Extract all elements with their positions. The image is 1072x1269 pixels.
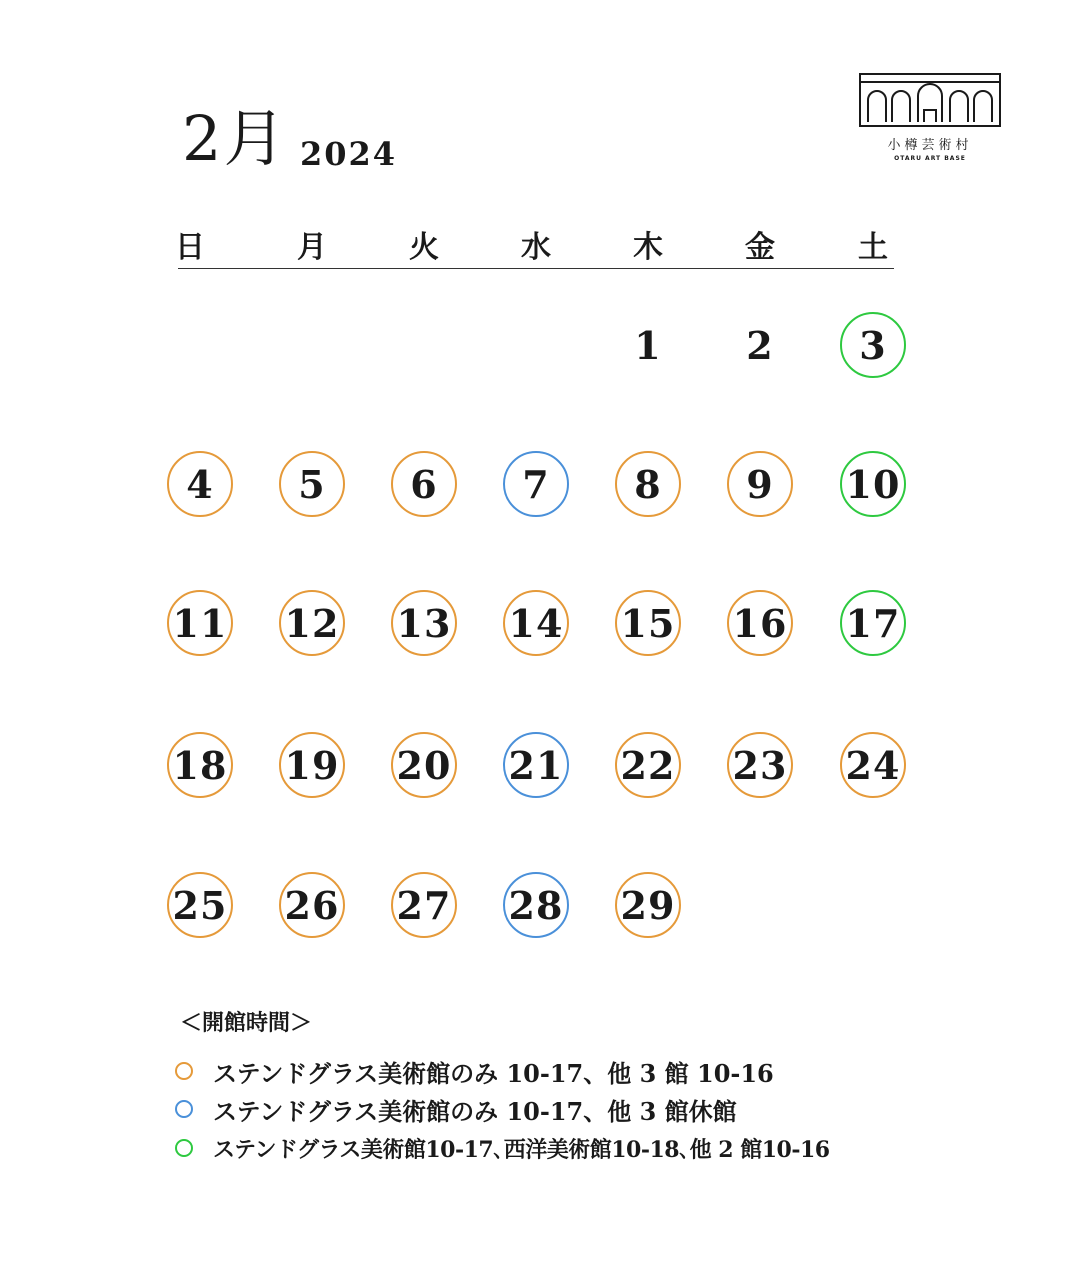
calendar-day: 12 <box>279 590 345 656</box>
calendar-day: 11 <box>167 590 233 656</box>
calendar-day: 4 <box>167 451 233 517</box>
calendar-day: 28 <box>503 872 569 938</box>
calendar-day: 18 <box>167 732 233 798</box>
weekday-label: 水 <box>521 230 551 265</box>
calendar-day: 9 <box>727 451 793 517</box>
calendar-day: 15 <box>615 590 681 656</box>
hours-title: ＜開館時間＞ <box>180 1010 313 1036</box>
calendar-day: 26 <box>279 872 345 938</box>
calendar-day: 1 <box>634 322 662 368</box>
calendar-day: 25 <box>167 872 233 938</box>
calendar-day: 19 <box>279 732 345 798</box>
calendar-day: 21 <box>503 732 569 798</box>
calendar-day: 10 <box>840 451 906 517</box>
calendar-day: 2 <box>746 322 774 368</box>
calendar-day: 24 <box>840 732 906 798</box>
legend-item <box>175 1133 830 1163</box>
legend-text: ステンドグラス美術館10-17､西洋美術館10-18､他 2 館10-16 <box>213 1136 830 1163</box>
legend-text: ステンドグラス美術館のみ 10-17、他 3 館 10-16 <box>213 1058 774 1088</box>
year-label: 2024 <box>300 135 398 173</box>
legend-circle-icon <box>175 1139 193 1157</box>
weekday-header <box>175 230 894 269</box>
calendar-day: 29 <box>615 872 681 938</box>
weekday-label: 木 <box>633 230 663 265</box>
legend-circle-icon <box>175 1100 193 1118</box>
legend-item <box>175 1094 737 1124</box>
legend-text: ステンドグラス美術館のみ 10-17、他 3 館休館 <box>213 1096 737 1126</box>
month-title: 2月 <box>182 102 288 175</box>
logo-name-ja: 小樽芸術村 <box>887 138 973 153</box>
weekday-label: 土 <box>858 230 888 265</box>
logo <box>858 70 1002 162</box>
calendar-day: 6 <box>391 451 457 517</box>
weekday-label: 月 <box>297 230 327 265</box>
logo-name-en: OTARU ART BASE <box>894 155 966 162</box>
museum-building-icon <box>858 70 1002 130</box>
weekday-label: 日 <box>175 230 205 265</box>
calendar-day: 5 <box>279 451 345 517</box>
weekday-label: 火 <box>409 230 439 265</box>
calendar-day: 23 <box>727 732 793 798</box>
calendar-day: 17 <box>840 590 906 656</box>
calendar-day: 13 <box>391 590 457 656</box>
calendar-day: 14 <box>503 590 569 656</box>
calendar-day: 22 <box>615 732 681 798</box>
weekday-label: 金 <box>745 230 775 265</box>
calendar-day: 20 <box>391 732 457 798</box>
legend-item <box>175 1056 774 1086</box>
calendar-day: 8 <box>615 451 681 517</box>
calendar-day: 16 <box>727 590 793 656</box>
calendar-day: 27 <box>391 872 457 938</box>
calendar-day: 3 <box>840 312 906 378</box>
calendar-day: 7 <box>503 451 569 517</box>
legend-circle-icon <box>175 1062 193 1080</box>
